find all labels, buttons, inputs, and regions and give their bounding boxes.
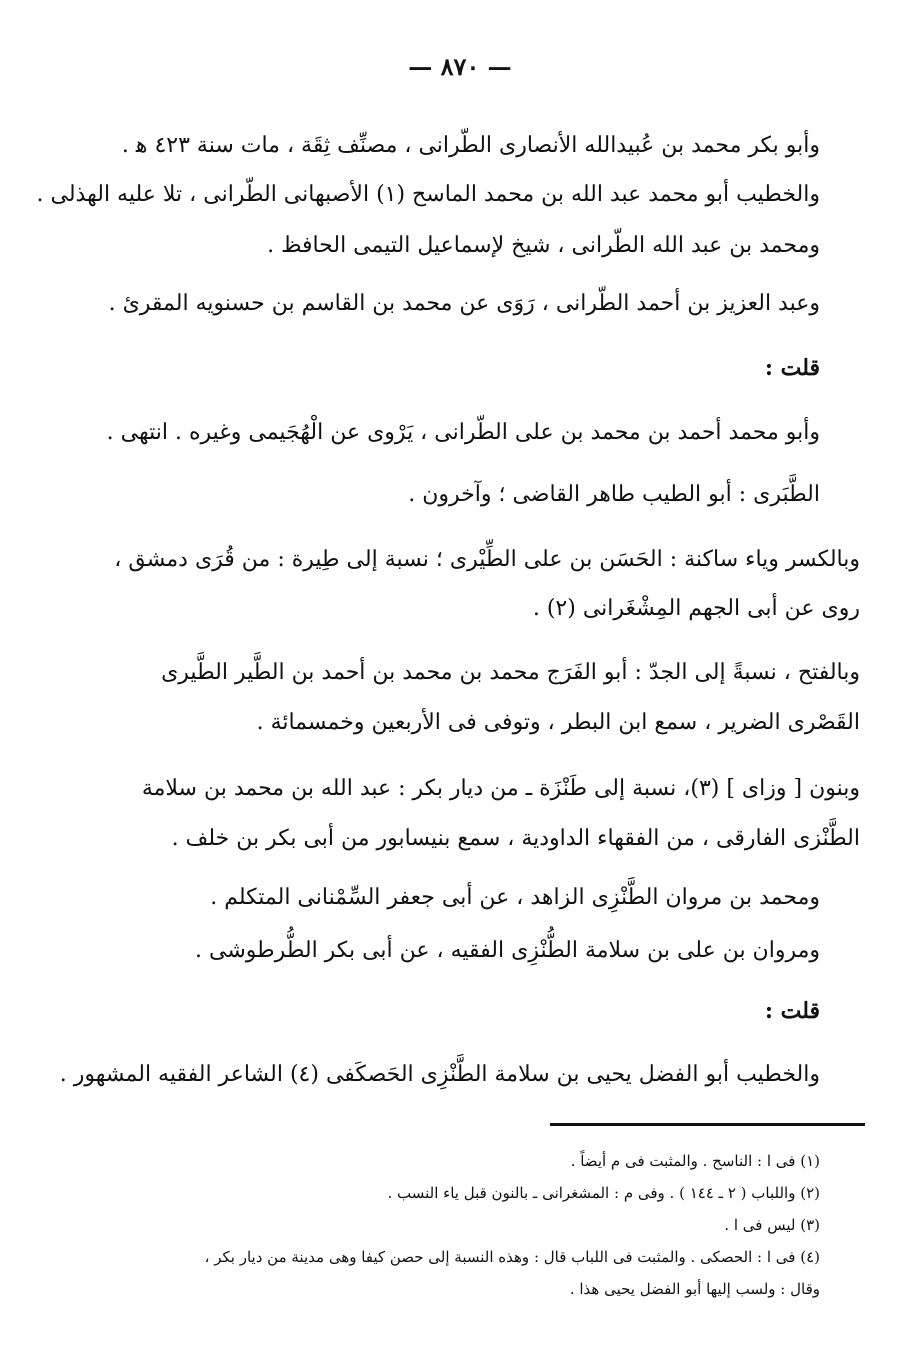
qult-heading: قلت :	[764, 355, 820, 381]
text-line-tayri-1: وبالفتح ، نسبةً إلى الجدّ : أبو الفَرَج محمد بن محمد بن أحمد بن الطَّير الطَّيرى	[161, 660, 860, 685]
text-line-tanzi-2: الطَّنْزى الفارقى ، من الفقهاء الداودية ، سمع بنيسابور من أبى بكر بن خلف .	[171, 826, 860, 851]
text-line-tabari: الطَّبَرى : أبو الطيب طاهر القاضى ؛ وآخرون .	[408, 482, 820, 507]
qult-heading-2: قلت :	[764, 998, 820, 1024]
page-number: — ٨٧٠ —	[408, 52, 512, 81]
text-line-tarani-abdulaziz: وعبد العزيز بن أحمد الطّرانى ، رَوَى عن محمد بن القاسم بن حسنويه المقرئ .	[108, 291, 820, 316]
text-line-tiri-2: روى عن أبى الجهم المِشْغَرانى (٢) .	[532, 596, 860, 621]
text-line-tanzi-marwan: ومحمد بن مروان الطَّنْزِى الزاهد ، عن أبى جعفر السِّمْنانى المتكلم .	[210, 885, 820, 910]
text-line-tanzi-marwan-ali: ومروان بن على بن سلامة الطُّنْزِى الفقيه ، عن أبى بكر الطُّرطوشى .	[195, 938, 820, 963]
text-line-tanzi-yahya: والخطيب أبو الفضل يحيى بن سلامة الطَّنْزِى الحَصكَفى (٤) الشاعر الفقيه المشهور .	[59, 1062, 820, 1087]
text-line-tarani-muhammad: ومحمد بن عبد الله الطّرانى ، شيخ لإسماعيل التيمى الحافظ .	[267, 233, 820, 258]
footnote-4-continued: وقال : ولسب إليها أبو الفضل يحيى هذا .	[569, 1280, 820, 1298]
footnote-3: (٣) ليس فى ا .	[724, 1216, 820, 1234]
footnote-separator	[550, 1123, 865, 1126]
footnote-1: (١) فى ا : الناسح . والمثبت فى م أيضاً .	[570, 1152, 820, 1170]
text-line-tarani-khatib: والخطيب أبو محمد عبد الله بن محمد الماسح (١) الأصبهانى الطّرانى ، تلا عليه الهذلى .	[36, 182, 820, 207]
text-line-tayri-2: القَصْرى الضرير ، سمع ابن البطر ، وتوفى فى الأربعين وخمسمائة .	[256, 710, 860, 735]
footnote-4: (٤) فى ا : الحصكى . والمثبت فى اللباب قال : وهذه النسبة إلى حصن كيفا وهى مدينة من ديار بكر ،	[204, 1248, 820, 1266]
footnote-2: (٢) واللباب ( ٢ ـ ١٤٤ ) . وفى م : المشغرانى ـ بالنون قبل ياء النسب .	[387, 1184, 820, 1202]
text-line-tanzi-1: وبنون [ وزاى ] (٣)، نسبة إلى طَنْزَة ـ من ديار بكر : عبد الله بن محمد بن سلامة	[141, 776, 860, 801]
text-line-tiri-1: وبالكسر وياء ساكنة : الحَسَن بن على الطِّيْرى ؛ نسبة إلى طِيرة : من قُرَى دمشق ،	[114, 547, 860, 572]
text-line-tarani-ahmad: وأبو محمد أحمد بن محمد بن على الطّرانى ، يَرْوى عن الْهُجَيمى وغيره . انتهى .	[106, 420, 820, 445]
text-line-tarani-abu-bakr: وأبو بكر محمد بن عُبيدالله الأنصارى الطّرانى ، مصنِّف ثِقَة ، مات سنة ٤٢٣ ﻫ .	[121, 133, 820, 158]
